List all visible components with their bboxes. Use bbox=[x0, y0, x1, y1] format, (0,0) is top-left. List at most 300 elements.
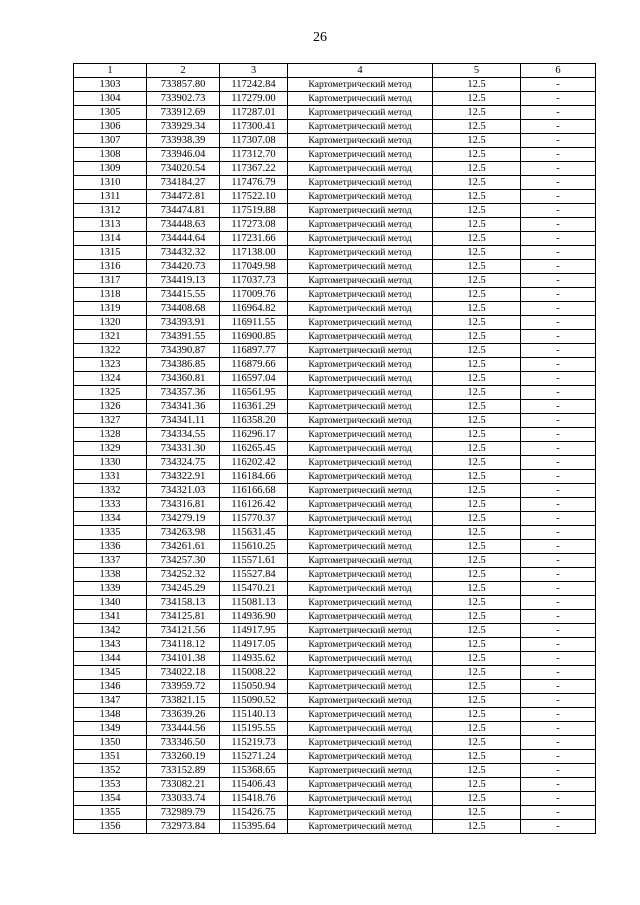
note-cell: - bbox=[521, 176, 596, 190]
method-cell: Картометрический метод bbox=[288, 106, 433, 120]
note-cell: - bbox=[521, 792, 596, 806]
x-coordinate-cell: 734408.68 bbox=[147, 302, 220, 316]
y-coordinate-cell: 117522.10 bbox=[220, 190, 288, 204]
accuracy-cell: 12.5 bbox=[433, 344, 521, 358]
accuracy-cell: 12.5 bbox=[433, 666, 521, 680]
x-coordinate-cell: 734184.27 bbox=[147, 176, 220, 190]
note-cell: - bbox=[521, 232, 596, 246]
table-row bbox=[74, 456, 596, 470]
method-cell: Картометрический метод bbox=[288, 624, 433, 638]
accuracy-cell: 12.5 bbox=[433, 302, 521, 316]
y-coordinate-cell: 115470.21 bbox=[220, 582, 288, 596]
accuracy-cell: 12.5 bbox=[433, 148, 521, 162]
method-cell: Картометрический метод bbox=[288, 92, 433, 106]
point-number-cell: 1343 bbox=[74, 638, 147, 652]
accuracy-cell: 12.5 bbox=[433, 78, 521, 92]
note-cell: - bbox=[521, 526, 596, 540]
y-coordinate-cell: 116911.55 bbox=[220, 316, 288, 330]
x-coordinate-cell: 733912.69 bbox=[147, 106, 220, 120]
y-coordinate-cell: 116879.66 bbox=[220, 358, 288, 372]
point-number-cell: 1350 bbox=[74, 736, 147, 750]
note-cell: - bbox=[521, 694, 596, 708]
note-cell: - bbox=[521, 148, 596, 162]
method-cell: Картометрический метод bbox=[288, 778, 433, 792]
note-cell: - bbox=[521, 610, 596, 624]
table-row bbox=[74, 232, 596, 246]
y-coordinate-cell: 117049.98 bbox=[220, 260, 288, 274]
note-cell: - bbox=[521, 218, 596, 232]
table-row bbox=[74, 582, 596, 596]
accuracy-cell: 12.5 bbox=[433, 414, 521, 428]
note-cell: - bbox=[521, 722, 596, 736]
method-cell: Картометрический метод bbox=[288, 680, 433, 694]
table-row bbox=[74, 358, 596, 372]
point-number-cell: 1320 bbox=[74, 316, 147, 330]
note-cell: - bbox=[521, 470, 596, 484]
table-row bbox=[74, 470, 596, 484]
table-row bbox=[74, 484, 596, 498]
point-number-cell: 1355 bbox=[74, 806, 147, 820]
x-coordinate-cell: 734390.87 bbox=[147, 344, 220, 358]
y-coordinate-cell: 116296.17 bbox=[220, 428, 288, 442]
y-coordinate-cell: 117242.84 bbox=[220, 78, 288, 92]
x-coordinate-cell: 733938.39 bbox=[147, 134, 220, 148]
accuracy-cell: 12.5 bbox=[433, 106, 521, 120]
method-cell: Картометрический метод bbox=[288, 260, 433, 274]
x-coordinate-cell: 734393.91 bbox=[147, 316, 220, 330]
note-cell: - bbox=[521, 764, 596, 778]
note-cell: - bbox=[521, 652, 596, 666]
x-coordinate-cell: 734101.38 bbox=[147, 652, 220, 666]
point-number-cell: 1334 bbox=[74, 512, 147, 526]
method-cell: Картометрический метод bbox=[288, 456, 433, 470]
method-cell: Картометрический метод bbox=[288, 806, 433, 820]
y-coordinate-cell: 115418.76 bbox=[220, 792, 288, 806]
y-coordinate-cell: 115219.73 bbox=[220, 736, 288, 750]
x-coordinate-cell: 734245.29 bbox=[147, 582, 220, 596]
y-coordinate-cell: 114936.90 bbox=[220, 610, 288, 624]
note-cell: - bbox=[521, 246, 596, 260]
y-coordinate-cell: 115195.55 bbox=[220, 722, 288, 736]
note-cell: - bbox=[521, 204, 596, 218]
y-coordinate-cell: 117037.73 bbox=[220, 274, 288, 288]
point-number-cell: 1314 bbox=[74, 232, 147, 246]
note-cell: - bbox=[521, 358, 596, 372]
note-cell: - bbox=[521, 400, 596, 414]
point-number-cell: 1311 bbox=[74, 190, 147, 204]
table-row bbox=[74, 820, 596, 834]
method-cell: Картометрический метод bbox=[288, 596, 433, 610]
table-row bbox=[74, 400, 596, 414]
point-number-cell: 1342 bbox=[74, 624, 147, 638]
column-header: 6 bbox=[521, 64, 596, 78]
point-number-cell: 1339 bbox=[74, 582, 147, 596]
table-row bbox=[74, 288, 596, 302]
method-cell: Картометрический метод bbox=[288, 666, 433, 680]
accuracy-cell: 12.5 bbox=[433, 442, 521, 456]
x-coordinate-cell: 733152.89 bbox=[147, 764, 220, 778]
y-coordinate-cell: 117307.08 bbox=[220, 134, 288, 148]
table-row bbox=[74, 778, 596, 792]
point-number-cell: 1309 bbox=[74, 162, 147, 176]
method-cell: Картометрический метод bbox=[288, 554, 433, 568]
point-number-cell: 1338 bbox=[74, 568, 147, 582]
table-row bbox=[74, 736, 596, 750]
y-coordinate-cell: 116202.42 bbox=[220, 456, 288, 470]
point-number-cell: 1321 bbox=[74, 330, 147, 344]
y-coordinate-cell: 115008.22 bbox=[220, 666, 288, 680]
y-coordinate-cell: 116126.42 bbox=[220, 498, 288, 512]
y-coordinate-cell: 116184.66 bbox=[220, 470, 288, 484]
note-cell: - bbox=[521, 162, 596, 176]
accuracy-cell: 12.5 bbox=[433, 708, 521, 722]
point-number-cell: 1353 bbox=[74, 778, 147, 792]
point-number-cell: 1340 bbox=[74, 596, 147, 610]
method-cell: Картометрический метод bbox=[288, 78, 433, 92]
accuracy-cell: 12.5 bbox=[433, 316, 521, 330]
note-cell: - bbox=[521, 316, 596, 330]
method-cell: Картометрический метод bbox=[288, 302, 433, 316]
point-number-cell: 1331 bbox=[74, 470, 147, 484]
x-coordinate-cell: 734420.73 bbox=[147, 260, 220, 274]
method-cell: Картометрический метод bbox=[288, 176, 433, 190]
note-cell: - bbox=[521, 120, 596, 134]
x-coordinate-cell: 734324.75 bbox=[147, 456, 220, 470]
coordinates-table bbox=[73, 63, 596, 834]
point-number-cell: 1323 bbox=[74, 358, 147, 372]
x-coordinate-cell: 733260.19 bbox=[147, 750, 220, 764]
table-row bbox=[74, 344, 596, 358]
point-number-cell: 1325 bbox=[74, 386, 147, 400]
note-cell: - bbox=[521, 260, 596, 274]
method-cell: Картометрический метод bbox=[288, 162, 433, 176]
method-cell: Картометрический метод bbox=[288, 120, 433, 134]
note-cell: - bbox=[521, 288, 596, 302]
table-row bbox=[74, 316, 596, 330]
note-cell: - bbox=[521, 428, 596, 442]
point-number-cell: 1356 bbox=[74, 820, 147, 834]
table-row bbox=[74, 498, 596, 512]
x-coordinate-cell: 734472.81 bbox=[147, 190, 220, 204]
note-cell: - bbox=[521, 568, 596, 582]
accuracy-cell: 12.5 bbox=[433, 764, 521, 778]
x-coordinate-cell: 734386.85 bbox=[147, 358, 220, 372]
y-coordinate-cell: 117009.76 bbox=[220, 288, 288, 302]
y-coordinate-cell: 114935.62 bbox=[220, 652, 288, 666]
method-cell: Картометрический метод bbox=[288, 148, 433, 162]
y-coordinate-cell: 116166.68 bbox=[220, 484, 288, 498]
x-coordinate-cell: 734474.81 bbox=[147, 204, 220, 218]
note-cell: - bbox=[521, 302, 596, 316]
table-row bbox=[74, 148, 596, 162]
accuracy-cell: 12.5 bbox=[433, 568, 521, 582]
x-coordinate-cell: 734261.61 bbox=[147, 540, 220, 554]
table-row bbox=[74, 596, 596, 610]
point-number-cell: 1335 bbox=[74, 526, 147, 540]
table-row bbox=[74, 260, 596, 274]
x-coordinate-cell: 733821.15 bbox=[147, 694, 220, 708]
note-cell: - bbox=[521, 78, 596, 92]
x-coordinate-cell: 734448.63 bbox=[147, 218, 220, 232]
y-coordinate-cell: 115050.94 bbox=[220, 680, 288, 694]
accuracy-cell: 12.5 bbox=[433, 288, 521, 302]
point-number-cell: 1305 bbox=[74, 106, 147, 120]
method-cell: Картометрический метод bbox=[288, 792, 433, 806]
x-coordinate-cell: 734334.55 bbox=[147, 428, 220, 442]
table-row bbox=[74, 512, 596, 526]
table-row bbox=[74, 750, 596, 764]
y-coordinate-cell: 116358.20 bbox=[220, 414, 288, 428]
method-cell: Картометрический метод bbox=[288, 134, 433, 148]
point-number-cell: 1319 bbox=[74, 302, 147, 316]
note-cell: - bbox=[521, 540, 596, 554]
table-row bbox=[74, 134, 596, 148]
point-number-cell: 1317 bbox=[74, 274, 147, 288]
note-cell: - bbox=[521, 134, 596, 148]
x-coordinate-cell: 733959.72 bbox=[147, 680, 220, 694]
accuracy-cell: 12.5 bbox=[433, 232, 521, 246]
y-coordinate-cell: 115140.13 bbox=[220, 708, 288, 722]
x-coordinate-cell: 733946.04 bbox=[147, 148, 220, 162]
note-cell: - bbox=[521, 806, 596, 820]
accuracy-cell: 12.5 bbox=[433, 638, 521, 652]
note-cell: - bbox=[521, 190, 596, 204]
x-coordinate-cell: 733082.21 bbox=[147, 778, 220, 792]
y-coordinate-cell: 116597.04 bbox=[220, 372, 288, 386]
method-cell: Картометрический метод bbox=[288, 750, 433, 764]
point-number-cell: 1316 bbox=[74, 260, 147, 274]
y-coordinate-cell: 115271.24 bbox=[220, 750, 288, 764]
accuracy-cell: 12.5 bbox=[433, 526, 521, 540]
table-row bbox=[74, 610, 596, 624]
note-cell: - bbox=[521, 484, 596, 498]
table-row bbox=[74, 568, 596, 582]
table-row bbox=[74, 428, 596, 442]
table-row bbox=[74, 624, 596, 638]
accuracy-cell: 12.5 bbox=[433, 806, 521, 820]
note-cell: - bbox=[521, 414, 596, 428]
accuracy-cell: 12.5 bbox=[433, 372, 521, 386]
table-row bbox=[74, 386, 596, 400]
x-coordinate-cell: 734415.55 bbox=[147, 288, 220, 302]
x-coordinate-cell: 733033.74 bbox=[147, 792, 220, 806]
method-cell: Картометрический метод bbox=[288, 316, 433, 330]
y-coordinate-cell: 117476.79 bbox=[220, 176, 288, 190]
y-coordinate-cell: 114917.05 bbox=[220, 638, 288, 652]
method-cell: Картометрический метод bbox=[288, 246, 433, 260]
table-row bbox=[74, 414, 596, 428]
table-row bbox=[74, 274, 596, 288]
x-coordinate-cell: 734419.13 bbox=[147, 274, 220, 288]
accuracy-cell: 12.5 bbox=[433, 162, 521, 176]
note-cell: - bbox=[521, 596, 596, 610]
accuracy-cell: 12.5 bbox=[433, 246, 521, 260]
y-coordinate-cell: 117273.08 bbox=[220, 218, 288, 232]
point-number-cell: 1304 bbox=[74, 92, 147, 106]
accuracy-cell: 12.5 bbox=[433, 134, 521, 148]
method-cell: Картометрический метод bbox=[288, 708, 433, 722]
accuracy-cell: 12.5 bbox=[433, 92, 521, 106]
note-cell: - bbox=[521, 386, 596, 400]
x-coordinate-cell: 734125.81 bbox=[147, 610, 220, 624]
accuracy-cell: 12.5 bbox=[433, 750, 521, 764]
y-coordinate-cell: 115368.65 bbox=[220, 764, 288, 778]
note-cell: - bbox=[521, 456, 596, 470]
table-row bbox=[74, 246, 596, 260]
point-number-cell: 1345 bbox=[74, 666, 147, 680]
accuracy-cell: 12.5 bbox=[433, 456, 521, 470]
column-header: 3 bbox=[220, 64, 288, 78]
point-number-cell: 1313 bbox=[74, 218, 147, 232]
point-number-cell: 1330 bbox=[74, 456, 147, 470]
table-row bbox=[74, 680, 596, 694]
method-cell: Картометрический метод bbox=[288, 386, 433, 400]
x-coordinate-cell: 734341.36 bbox=[147, 400, 220, 414]
point-number-cell: 1315 bbox=[74, 246, 147, 260]
point-number-cell: 1336 bbox=[74, 540, 147, 554]
point-number-cell: 1328 bbox=[74, 428, 147, 442]
y-coordinate-cell: 115770.37 bbox=[220, 512, 288, 526]
accuracy-cell: 12.5 bbox=[433, 358, 521, 372]
method-cell: Картометрический метод bbox=[288, 694, 433, 708]
method-cell: Картометрический метод bbox=[288, 540, 433, 554]
point-number-cell: 1337 bbox=[74, 554, 147, 568]
accuracy-cell: 12.5 bbox=[433, 274, 521, 288]
y-coordinate-cell: 115090.52 bbox=[220, 694, 288, 708]
x-coordinate-cell: 734322.91 bbox=[147, 470, 220, 484]
method-cell: Картометрический метод bbox=[288, 442, 433, 456]
table-row bbox=[74, 162, 596, 176]
point-number-cell: 1347 bbox=[74, 694, 147, 708]
table-row bbox=[74, 106, 596, 120]
method-cell: Картометрический метод bbox=[288, 568, 433, 582]
x-coordinate-cell: 734391.55 bbox=[147, 330, 220, 344]
table-row bbox=[74, 330, 596, 344]
point-number-cell: 1341 bbox=[74, 610, 147, 624]
y-coordinate-cell: 115426.75 bbox=[220, 806, 288, 820]
x-coordinate-cell: 734121.56 bbox=[147, 624, 220, 638]
y-coordinate-cell: 116265.45 bbox=[220, 442, 288, 456]
point-number-cell: 1318 bbox=[74, 288, 147, 302]
point-number-cell: 1346 bbox=[74, 680, 147, 694]
accuracy-cell: 12.5 bbox=[433, 610, 521, 624]
method-cell: Картометрический метод bbox=[288, 358, 433, 372]
accuracy-cell: 12.5 bbox=[433, 540, 521, 554]
accuracy-cell: 12.5 bbox=[433, 428, 521, 442]
y-coordinate-cell: 115395.64 bbox=[220, 820, 288, 834]
accuracy-cell: 12.5 bbox=[433, 218, 521, 232]
accuracy-cell: 12.5 bbox=[433, 400, 521, 414]
x-coordinate-cell: 733902.73 bbox=[147, 92, 220, 106]
x-coordinate-cell: 732973.84 bbox=[147, 820, 220, 834]
x-coordinate-cell: 734158.13 bbox=[147, 596, 220, 610]
method-cell: Картометрический метод bbox=[288, 274, 433, 288]
method-cell: Картометрический метод bbox=[288, 372, 433, 386]
point-number-cell: 1354 bbox=[74, 792, 147, 806]
accuracy-cell: 12.5 bbox=[433, 330, 521, 344]
point-number-cell: 1327 bbox=[74, 414, 147, 428]
accuracy-cell: 12.5 bbox=[433, 498, 521, 512]
point-number-cell: 1324 bbox=[74, 372, 147, 386]
point-number-cell: 1326 bbox=[74, 400, 147, 414]
y-coordinate-cell: 117138.00 bbox=[220, 246, 288, 260]
x-coordinate-cell: 734357.36 bbox=[147, 386, 220, 400]
method-cell: Картометрический метод bbox=[288, 232, 433, 246]
point-number-cell: 1322 bbox=[74, 344, 147, 358]
accuracy-cell: 12.5 bbox=[433, 554, 521, 568]
table-row bbox=[74, 218, 596, 232]
accuracy-cell: 12.5 bbox=[433, 484, 521, 498]
y-coordinate-cell: 115527.84 bbox=[220, 568, 288, 582]
accuracy-cell: 12.5 bbox=[433, 386, 521, 400]
y-coordinate-cell: 117287.01 bbox=[220, 106, 288, 120]
point-number-cell: 1310 bbox=[74, 176, 147, 190]
note-cell: - bbox=[521, 638, 596, 652]
accuracy-cell: 12.5 bbox=[433, 820, 521, 834]
note-cell: - bbox=[521, 778, 596, 792]
table-row bbox=[74, 638, 596, 652]
y-coordinate-cell: 117312.70 bbox=[220, 148, 288, 162]
method-cell: Картометрический метод bbox=[288, 610, 433, 624]
accuracy-cell: 12.5 bbox=[433, 736, 521, 750]
table-row bbox=[74, 722, 596, 736]
accuracy-cell: 12.5 bbox=[433, 680, 521, 694]
point-number-cell: 1351 bbox=[74, 750, 147, 764]
table-row bbox=[74, 190, 596, 204]
method-cell: Картометрический метод bbox=[288, 330, 433, 344]
method-cell: Картометрический метод bbox=[288, 582, 433, 596]
y-coordinate-cell: 116900.85 bbox=[220, 330, 288, 344]
table-row bbox=[74, 204, 596, 218]
table-row bbox=[74, 792, 596, 806]
note-cell: - bbox=[521, 330, 596, 344]
point-number-cell: 1344 bbox=[74, 652, 147, 666]
note-cell: - bbox=[521, 554, 596, 568]
point-number-cell: 1312 bbox=[74, 204, 147, 218]
x-coordinate-cell: 734252.32 bbox=[147, 568, 220, 582]
point-number-cell: 1306 bbox=[74, 120, 147, 134]
y-coordinate-cell: 116964.82 bbox=[220, 302, 288, 316]
accuracy-cell: 12.5 bbox=[433, 778, 521, 792]
x-coordinate-cell: 734022.18 bbox=[147, 666, 220, 680]
y-coordinate-cell: 115631.45 bbox=[220, 526, 288, 540]
method-cell: Картометрический метод bbox=[288, 498, 433, 512]
method-cell: Картометрический метод bbox=[288, 820, 433, 834]
y-coordinate-cell: 114917.95 bbox=[220, 624, 288, 638]
x-coordinate-cell: 734316.81 bbox=[147, 498, 220, 512]
note-cell: - bbox=[521, 442, 596, 456]
page-number: 26 bbox=[313, 30, 327, 45]
x-coordinate-cell: 734279.19 bbox=[147, 512, 220, 526]
note-cell: - bbox=[521, 106, 596, 120]
table-body bbox=[74, 78, 596, 834]
method-cell: Картометрический метод bbox=[288, 400, 433, 414]
method-cell: Картометрический метод bbox=[288, 414, 433, 428]
column-header: 1 bbox=[74, 64, 147, 78]
accuracy-cell: 12.5 bbox=[433, 190, 521, 204]
table-row bbox=[74, 92, 596, 106]
method-cell: Картометрический метод bbox=[288, 764, 433, 778]
table-row bbox=[74, 666, 596, 680]
x-coordinate-cell: 734432.32 bbox=[147, 246, 220, 260]
accuracy-cell: 12.5 bbox=[433, 176, 521, 190]
point-number-cell: 1307 bbox=[74, 134, 147, 148]
y-coordinate-cell: 117519.88 bbox=[220, 204, 288, 218]
method-cell: Картометрический метод bbox=[288, 428, 433, 442]
note-cell: - bbox=[521, 512, 596, 526]
table-row bbox=[74, 806, 596, 820]
point-number-cell: 1348 bbox=[74, 708, 147, 722]
